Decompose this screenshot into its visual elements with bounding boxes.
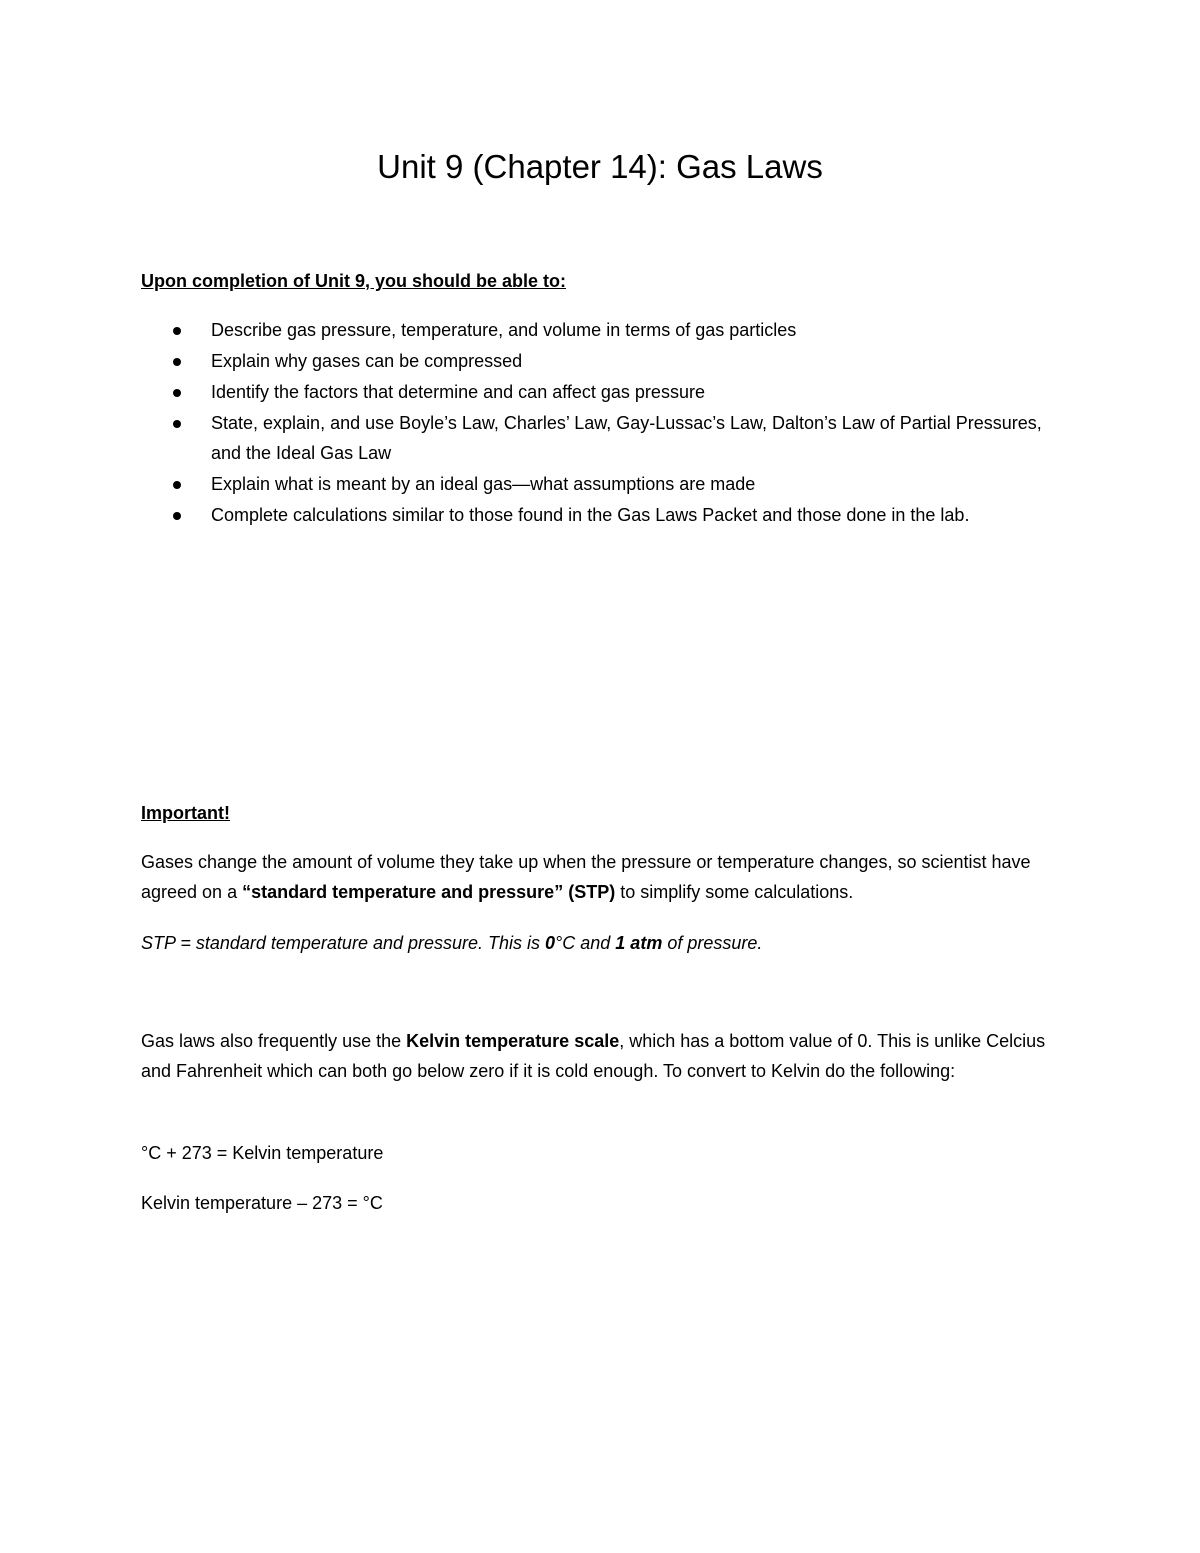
list-item: Explain why gases can be compressed — [141, 346, 1071, 376]
important-heading: Important! — [141, 803, 230, 823]
celsius-to-kelvin-formula: °C + 273 = Kelvin temperature — [141, 1143, 384, 1163]
list-item: Describe gas pressure, temperature, and volume in terms of gas particles — [141, 315, 1071, 345]
list-item: Complete calculations similar to those found in the Gas Laws Packet and those done in the lab. — [141, 500, 1071, 530]
bullet-icon — [173, 327, 181, 335]
list-item: State, explain, and use Boyle’s Law, Charles’ Law, Gay-Lussac’s Law, Dalton’s Law of Partial Pressures, and the Ideal Gas Law — [141, 408, 1071, 468]
kelvin-to-celsius-formula: Kelvin temperature – 273 = °C — [141, 1193, 383, 1213]
bullet-icon — [173, 389, 181, 397]
bullet-icon — [173, 420, 181, 428]
stp-definition: STP = standard temperature and pressure. This is 0°C and 1 atm of pressure. — [141, 933, 763, 953]
objectives-heading: Upon completion of Unit 9, you should be able to: — [141, 271, 566, 291]
bullet-icon — [173, 512, 181, 520]
bullet-icon — [173, 358, 181, 366]
bullet-icon — [173, 481, 181, 489]
page-title: Unit 9 (Chapter 14): Gas Laws — [377, 148, 823, 185]
objectives-list — [141, 315, 1071, 531]
list-item: Explain what is meant by an ideal gas—what assumptions are made — [141, 469, 1071, 499]
kelvin-explanation: Gas laws also frequently use the Kelvin temperature scale, which has a bottom value of 0. This is unlike Celcius and Fahrenheit which can both go below zero if it is cold enough. To convert to Kelvin do the following: — [141, 1031, 1046, 1081]
stp-explanation: Gases change the amount of volume they take up when the pressure or temperature changes, so scientist have agreed on a “standard temperature and pressure” (STP) to simplify some calculations. — [141, 852, 1031, 902]
list-item: Identify the factors that determine and can affect gas pressure — [141, 377, 1071, 407]
